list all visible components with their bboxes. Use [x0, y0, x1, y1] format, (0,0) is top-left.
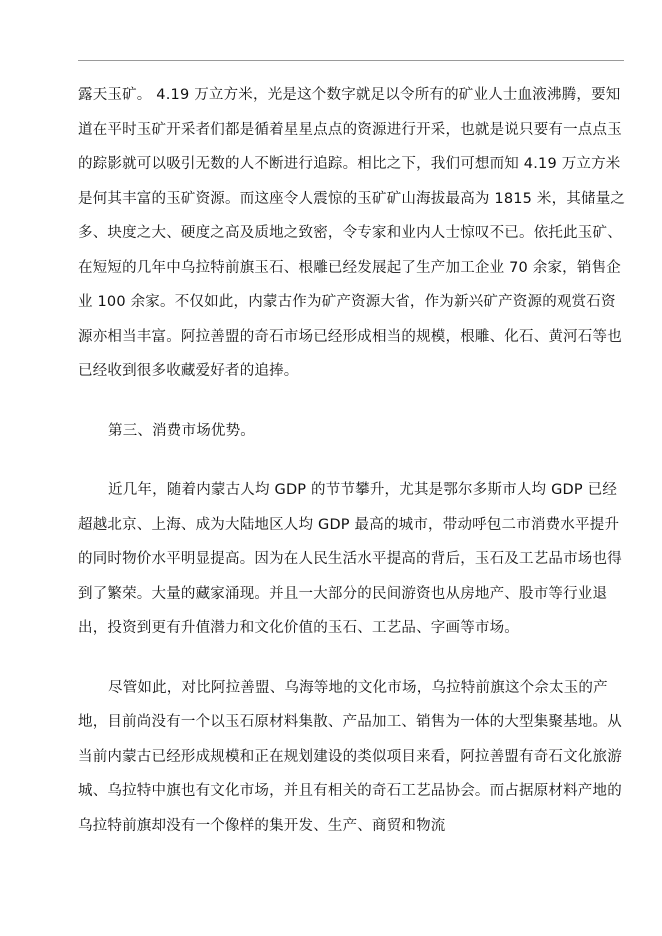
header-rule — [78, 60, 624, 61]
paragraph-consumer-market: 近几年，随着内蒙古人均 GDP 的节节攀升，尤其是鄂尔多斯市人均 GDP 已经超越北京、上海、成为大陆地区人均 GDP 最高的城市，带动呼包二市消费水平提升的同时物价水平明显提高。因为在人民生活水平提高的背后，玉石及工艺品市场也得到了繁荣。大量的藏家涌现。并且一大部分的民间游资也从房地产、股市等行业退出，投资到更有升值潜力和文化价值的玉石、工艺品、字画等市场。 — [78, 482, 622, 636]
paragraph-market-gap: 尽管如此，对比阿拉善盟、乌海等地的文化市场，乌拉特前旗这个佘太玉的产地，目前尚没有一个以玉石原材料集散、产品加工、销售为一体的大型集聚基地。从当前内蒙古已经形成规模和正在规划建设的类似项目来看，阿拉善盟有奇石文化旅游城、乌拉特中旗也有文化市场，并且有相关的奇石工艺品协会。而占据原材料产地的乌拉特前旗却没有一个像样的集开发、生产、商贸和物流 — [78, 679, 622, 834]
paragraph-gap — [78, 448, 630, 473]
paragraph-mineral-resources: 露天玉矿。 4.19 万立方米，光是这个数字就足以令所有的矿业人士血液沸腾，要知道在平时玉矿开采者们都是循着星星点点的资源进行开采，也就是说只要有一点点玉的踪影就可以吸引无数的人不断进行追踪。相比之下，我们可想而知 4.19 万立方米是何其丰富的玉矿资源。而这座令人震惊的玉矿矿山海拔最高为 1815 米，其储量之多、块度之大、硬度之高及质地之致密，令专家和业内人士惊叹不已。依托此玉矿、在短短的几年中乌拉特前旗玉石、根雕已经发展起了生产加工企业 70 余家，销售企业 100 余家。不仅如此，内蒙古作为矿产资源大省，作为新兴矿产资源的观赏石资源亦相当丰富。阿拉善盟的奇石市场已经形成相当的规模，根雕、化石、黄河石等也已经收到很多收藏爱好者的追捧。 — [78, 87, 626, 379]
section-heading-consumer-market: 第三、消费市场优势。 — [108, 422, 255, 439]
paragraph-gap — [78, 389, 630, 414]
body-text — [78, 78, 630, 843]
paragraph-gap — [78, 646, 630, 671]
